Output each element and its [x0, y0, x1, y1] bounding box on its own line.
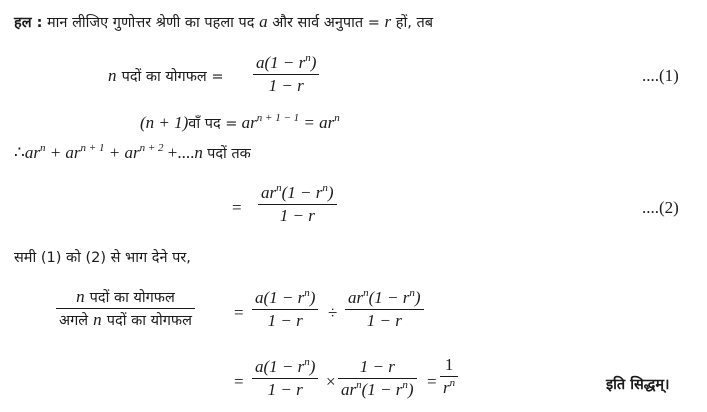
var-r: r: [384, 12, 392, 31]
series-e1: n: [39, 142, 46, 154]
term-rhs-a: ar: [241, 113, 257, 132]
eq1-lhs-text: पदों का योगफल =: [121, 69, 224, 85]
solution-intro: [14, 12, 433, 32]
eq2-fraction: [258, 183, 337, 226]
ratio-f1-den: 1 − r: [267, 311, 303, 330]
eq1-tag: ....(1): [642, 66, 679, 85]
ratio-f2-den: 1 − r: [366, 311, 402, 330]
eq1-lhs: [108, 66, 224, 86]
eq1-numerator: a(1 − r: [256, 53, 306, 72]
times-sign: ×: [326, 372, 336, 391]
intro-text-c: हों, तब: [395, 15, 433, 31]
division-text: समी (1) को (2) से भाग देने पर,: [14, 250, 191, 266]
final-fraction-1: [252, 357, 318, 400]
ratio-top-text: पदों का योगफल: [89, 290, 175, 306]
eq2-num-close: ): [327, 183, 334, 202]
final-f1-close: ): [309, 357, 316, 376]
ratio-bot-text-a: अगले: [59, 313, 89, 329]
term-lhs-b: वाँ पद =: [188, 116, 238, 132]
final-f1-den: 1 − r: [267, 380, 303, 399]
series-e2: n + 1: [80, 142, 105, 154]
ratio-bot-n: n: [93, 310, 102, 329]
series-t2: + ar: [49, 143, 81, 162]
ratio-bot-text-b: पदों का योगफल: [106, 313, 192, 329]
series-line: [14, 143, 251, 163]
ratio-f2-num-b: (1 − r: [368, 288, 410, 307]
final-f2-den-close: ): [407, 380, 414, 399]
intro-text-b: और सार्व अनुपात =: [272, 15, 380, 31]
var-a: a: [259, 12, 268, 31]
ratio-f2-exp: n: [363, 287, 369, 299]
term-lhs-a: (n + 1): [140, 113, 189, 132]
ratio-f1-close: ): [309, 288, 316, 307]
eq1-num-close: ): [310, 53, 317, 72]
final-fraction-2: [338, 357, 417, 400]
series-tail: पदों तक: [207, 146, 251, 162]
final-f3-den-exp: n: [449, 377, 456, 389]
term-rhs-exp-b: n: [334, 112, 340, 124]
eq2-num-exp: n: [276, 182, 282, 194]
intro-text-a: मान लीजिए गुणोत्तर श्रेणी का पहला पद: [47, 15, 255, 31]
ratio-f1-exp: n: [304, 287, 310, 299]
final-f1-num: a(1 − r: [255, 357, 305, 376]
ratio-equals: =: [234, 303, 244, 322]
term-rhs-eq: = ar: [303, 113, 335, 132]
series-t1: ar: [24, 143, 40, 162]
final-f2-den-exp-b: n: [402, 379, 408, 391]
ratio-f2-exp-b: n: [409, 287, 415, 299]
eq1-denominator: 1 − r: [268, 76, 304, 95]
series-t4: +....: [167, 143, 195, 162]
ratio-f2-close: ): [414, 288, 421, 307]
eq1-n: n: [108, 66, 117, 85]
eq1-num-exponent: n: [305, 52, 311, 64]
ratio-f1-num: a(1 − r: [255, 288, 305, 307]
solution-label: हल :: [14, 15, 43, 31]
eq2-num-b: (1 − r: [281, 183, 323, 202]
ratio-lhs-fraction: [56, 287, 195, 330]
final-f1-exp: n: [304, 356, 310, 368]
therefore-symbol: ∴: [14, 143, 25, 162]
eq2-tag: ....(2): [642, 198, 679, 217]
series-t3: + ar: [108, 143, 140, 162]
series-e3: n + 2: [139, 142, 164, 154]
eq1-fraction: [253, 53, 319, 96]
eq2-equals: =: [232, 198, 242, 217]
eq2-num-exp-b: n: [322, 182, 328, 194]
final-equals: =: [234, 372, 244, 391]
final-f3-num: 1: [444, 355, 454, 374]
ratio-fraction-2: [345, 288, 424, 331]
term-line: [140, 113, 340, 133]
eq2-num-a: ar: [261, 183, 277, 202]
divide-sign: ÷: [328, 303, 338, 322]
final-f2-num: 1 − r: [359, 357, 395, 376]
qed-text: इति सिद्धम्।: [606, 377, 670, 393]
final-fraction-3: [440, 355, 458, 398]
series-n: n: [194, 143, 203, 162]
eq2-denominator: 1 − r: [279, 206, 315, 225]
final-f2-den-exp: n: [356, 379, 362, 391]
term-rhs-exp-a: n + 1 − 1: [256, 112, 300, 124]
final-f2-den-a: ar: [341, 380, 357, 399]
ratio-top-n: n: [76, 287, 85, 306]
final-f2-den-b: (1 − r: [361, 380, 403, 399]
final-equals-2: =: [427, 372, 437, 391]
ratio-fraction-1: [252, 288, 318, 331]
final-f3-den: r: [443, 378, 450, 397]
ratio-f2-num: ar: [348, 288, 364, 307]
